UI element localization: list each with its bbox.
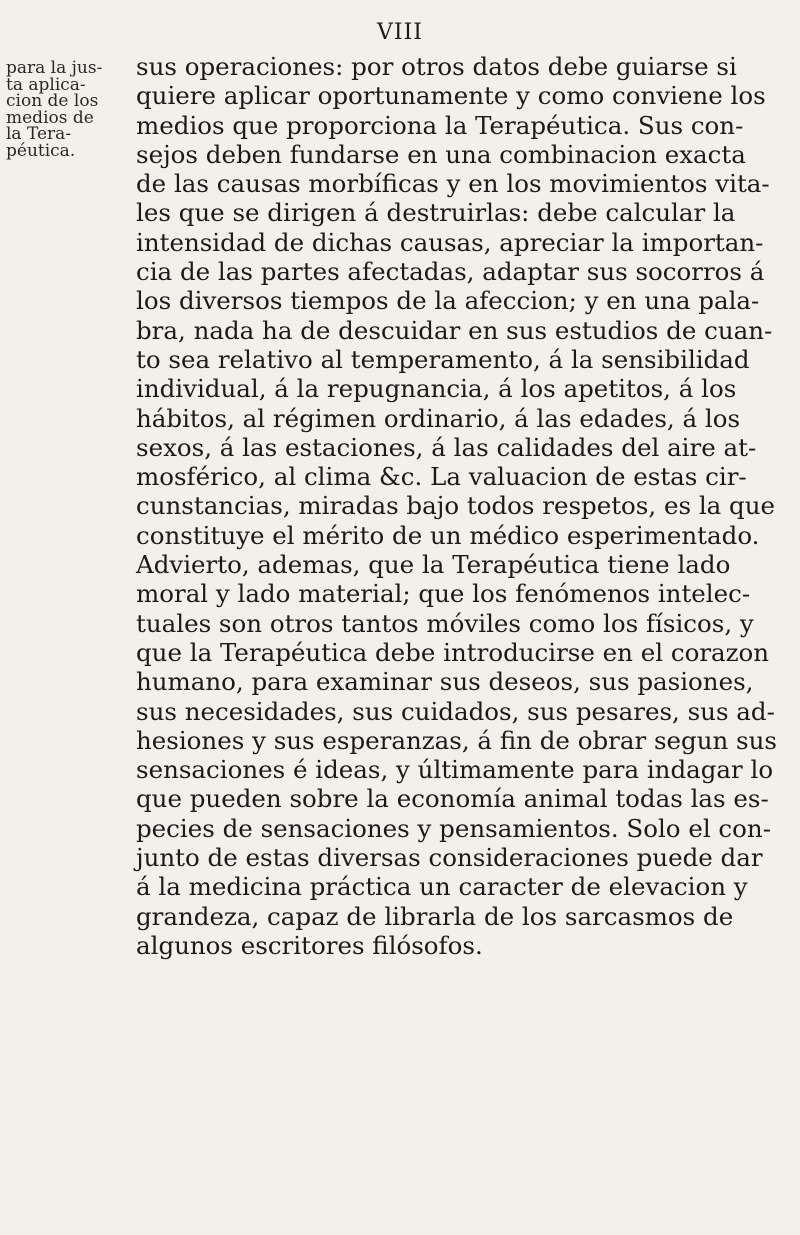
text-line: hábitos, al régimen ordinario, á las edades, á los [136, 403, 741, 433]
margin-note-line: péutica. [6, 140, 76, 161]
text-line: cia de las partes afectadas, adaptar sus socorros á [136, 257, 765, 287]
text-line: junto de estas diversas consideraciones puede dar [136, 843, 763, 873]
text-line: sus operaciones: por otros datos debe guiarse si [136, 52, 737, 81]
text-line: bra, nada ha de descuidar en sus estudios de cuan- [136, 315, 773, 345]
text-line: de las causas morbíficas y en los movimientos vita- [136, 169, 770, 199]
text-line: intensidad de dichas causas, apreciar la importan- [136, 227, 764, 257]
text-line: sus necesidades, sus cuidados, sus pesares, sus ad- [136, 696, 775, 726]
text-line: á la medicina práctica un caracter de elevacion y [136, 872, 748, 902]
text-line: constituye el mérito de un médico esperimentado. [136, 520, 760, 550]
text-line: les que se dirigen á destruirlas: debe calcular la [136, 198, 736, 228]
text-line: los diversos tiempos de la afeccion; y en una pala- [136, 286, 760, 316]
text-line: hesiones y sus esperanzas, á fin de obrar segun sus [136, 725, 777, 755]
text-line: algunos escritores filósofos. [136, 930, 483, 960]
margin-note-line: medios de [6, 107, 94, 128]
text-line: medios que proporciona la Terapéutica. Sus con- [136, 110, 744, 140]
text-line: mosférico, al clima &c. La valuacion de estas cir- [136, 462, 747, 492]
text-line: que la Terapéutica debe introducirse en el corazon [136, 637, 770, 667]
margin-note-line: para la jus- [6, 58, 103, 78]
text-line: humano, para examinar sus deseos, sus pasiones, [136, 667, 754, 697]
margin-note-line: cion de los [6, 91, 99, 111]
text-line: grandeza, capaz de librarla de los sarcasmos de [136, 901, 734, 931]
text-line: pecies de sensaciones y pensamientos. Solo el con- [136, 813, 771, 843]
text-line: quiere aplicar oportunamente y como conviene los [136, 81, 766, 111]
margin-note [6, 60, 118, 159]
text-line: sexos, á las estaciones, á las calidades del aire at- [136, 432, 757, 462]
text-line: moral y lado material; que los fenómenos intelec- [136, 579, 751, 609]
text-line: cunstancias, miradas bajo todos respetos, es la que [136, 491, 776, 521]
text-line: sejos deben fundarse en una combinacion exacta [136, 139, 746, 169]
margin-note-line: ta aplica- [6, 74, 86, 95]
text-line: tuales son otros tantos móviles como los físicos, y [136, 608, 754, 638]
text-line: que pueden sobre la economía animal todas las es- [136, 784, 769, 814]
text-line: individual, á la repugnancia, á los apetitos, á los [136, 374, 737, 404]
page-number: VIII [377, 20, 423, 45]
margin-note-line: la Tera- [6, 124, 72, 144]
text-line: Advierto, ademas, que la Terapéutica tiene lado [136, 550, 731, 580]
text-line: sensaciones é ideas, y últimamente para indagar lo [136, 755, 774, 785]
body-text [136, 52, 776, 960]
text-line: to sea relativo al temperamento, á la sensibilidad [136, 344, 750, 374]
